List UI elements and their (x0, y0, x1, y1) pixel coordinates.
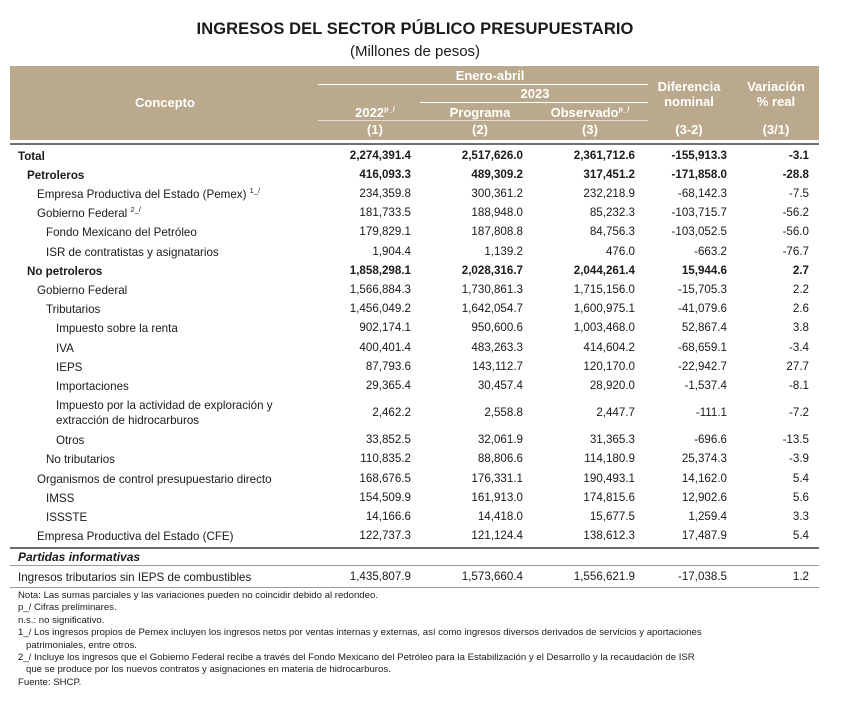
table-bottom-rule (10, 587, 819, 588)
cell-diferencia: 1,259.4 (688, 510, 727, 523)
note-ns: n.s.: no significativo. (18, 614, 105, 626)
header-col-programa-num: (2) (472, 122, 488, 137)
cell-observado: 317,451.2 (583, 168, 635, 181)
cell-programa: 2,028,316.7 (461, 264, 523, 277)
partidas-top-rule (10, 547, 819, 549)
cell-2022: 1,858,298.1 (349, 264, 411, 277)
cell-variacion: -3.1 (789, 149, 809, 162)
cell-programa: 32,061.9 (477, 433, 523, 446)
row-label: Total (18, 150, 45, 163)
cell-programa: 187,808.8 (471, 225, 523, 238)
cell-variacion: -7.2 (789, 406, 809, 419)
table-row (10, 225, 819, 243)
cell-diferencia: -1,537.4 (684, 379, 727, 392)
cell-observado: 138,612.3 (583, 529, 635, 542)
cell-diferencia: -41,079.6 (678, 302, 727, 315)
cell-variacion: -56.2 (782, 206, 809, 219)
cell-programa: 950,600.6 (471, 321, 523, 334)
cell-variacion: -3.4 (789, 341, 809, 354)
note-gobierno: 2_/ Incluye los ingresos que el Gobierno Federal recibe a través del Fondo Mexicano del Petróleo para la Estabilización y el Desarrollo y la recaudación de ISR (18, 652, 695, 664)
header-col-2022-num: (1) (367, 122, 383, 137)
cell-2022: 902,174.1 (359, 321, 411, 334)
cell-diferencia: -155,913.3 (671, 149, 727, 162)
row-label: Impuesto por la actividad de exploración y extracción de hidrocarburos (56, 399, 273, 427)
header-period: Enero-abril (455, 68, 525, 83)
cell-diferencia: -663.2 (694, 245, 727, 258)
note-preliminary: p_/ Cifras preliminares. (18, 602, 117, 614)
header-col-rule (318, 120, 648, 121)
cell-diferencia: 14,162.0 (681, 472, 727, 485)
header-col-variacion-num: (3/1) (762, 122, 790, 137)
cell-2022: 2,462.2 (372, 406, 411, 419)
header-col-observado-num: (3) (582, 122, 598, 137)
cell-programa: 300,361.2 (471, 187, 523, 200)
footnotes (18, 590, 818, 689)
table-row (10, 433, 819, 451)
cell-programa: 2,517,626.0 (461, 149, 523, 162)
row-label: Ingresos tributarios sin IEPS de combustibles (18, 571, 252, 584)
cell-programa: 2,558.8 (484, 406, 523, 419)
cell-observado: 2,447.7 (596, 406, 635, 419)
page-title: INGRESOS DEL SECTOR PÚBLICO PRESUPUESTARIO (196, 20, 634, 38)
row-label: Gobierno Federal $^{2\_/}$ (37, 205, 141, 220)
row-label: IEPS (56, 361, 83, 374)
table-row (10, 491, 819, 509)
cell-diferencia: -15,705.3 (678, 283, 727, 296)
note-source: Fuente: SHCP. (18, 676, 82, 688)
cell-diferencia: -68,142.3 (678, 187, 727, 200)
row-label: Petroleros (27, 169, 85, 182)
cell-observado: 28,920.0 (589, 379, 635, 392)
cell-observado: 85,232.3 (589, 206, 635, 219)
row-label: Impuesto sobre la renta (56, 322, 178, 335)
cell-programa: 1,139.2 (484, 245, 523, 258)
header-bottom-rule (10, 143, 819, 145)
cell-variacion: 2.7 (792, 264, 809, 277)
cell-programa: 489,309.2 (471, 168, 523, 181)
note-gobierno-cont: que se produce por los nuevos contratos y asignaciones en materia de hidrocarburos. (26, 664, 391, 676)
cell-programa: 121,124.4 (471, 529, 523, 542)
table-row (10, 379, 819, 397)
cell-observado: 2,361,712.6 (573, 149, 635, 162)
cell-diferencia: 52,867.4 (681, 321, 727, 334)
table-row (10, 168, 819, 186)
table-row (10, 472, 819, 490)
cell-diferencia: -171,858.0 (671, 168, 727, 181)
cell-variacion: 3.3 (792, 510, 809, 523)
cell-2022: 168,676.5 (359, 472, 411, 485)
cell-observado: 1,003,468.0 (573, 321, 635, 334)
cell-diferencia: -17,038.5 (678, 570, 727, 583)
cell-programa: 1,573,660.4 (461, 570, 523, 583)
cell-diferencia: 17,487.9 (681, 529, 727, 542)
cell-variacion: -8.1 (789, 379, 809, 392)
cell-variacion: -56.0 (782, 225, 809, 238)
cell-observado: 174,815.6 (583, 491, 635, 504)
table-row (10, 245, 819, 263)
note-pemex-cont: patrimoniales, entre otros. (26, 639, 137, 651)
cell-observado: 120,170.0 (583, 360, 635, 373)
cell-2022: 29,365.4 (365, 379, 411, 392)
table-row (10, 149, 819, 167)
cell-2022: 1,456,049.2 (349, 302, 411, 315)
cell-2022: 1,435,807.9 (349, 570, 411, 583)
cell-programa: 143,112.7 (472, 360, 523, 373)
cell-observado: 114,180.9 (584, 452, 635, 465)
header-col-observado: Observado$^{p\_/}$ (550, 104, 630, 120)
row-label: Fondo Mexicano del Petróleo (46, 226, 197, 239)
table-row (10, 283, 819, 301)
table-row (10, 341, 819, 359)
cell-observado: 1,556,621.9 (573, 570, 635, 583)
partidas-mid-rule (10, 565, 819, 566)
cell-2022: 1,566,884.3 (349, 283, 411, 296)
cell-observado: 2,044,261.4 (573, 264, 635, 277)
cell-diferencia: -696.6 (694, 433, 727, 446)
cell-observado: 31,365.3 (589, 433, 635, 446)
header-col-variacion: Variación % real (747, 79, 805, 109)
cell-2022: 234,359.8 (359, 187, 411, 200)
cell-variacion: 1.2 (792, 570, 809, 583)
cell-variacion: -3.9 (789, 452, 809, 465)
cell-observado: 414,604.2 (583, 341, 635, 354)
cell-2022: 122,737.3 (359, 529, 411, 542)
cell-diferencia: -111.1 (695, 406, 727, 419)
row-label: No petroleros (27, 265, 103, 278)
row-label: IMSS (46, 492, 75, 505)
row-label: ISSSTE (46, 511, 88, 524)
row-label: IVA (56, 342, 74, 355)
cell-programa: 483,263.3 (471, 341, 523, 354)
cell-variacion: 5.4 (792, 529, 809, 542)
cell-diferencia: 12,902.6 (681, 491, 727, 504)
row-label: Organismos de control presupuestario directo (37, 473, 272, 486)
row-label: Gobierno Federal (37, 284, 128, 297)
row-label: Otros (56, 434, 85, 447)
cell-programa: 188,948.0 (471, 206, 523, 219)
table-row (10, 452, 819, 470)
table-row-partidas (10, 570, 819, 588)
cell-2022: 179,829.1 (359, 225, 411, 238)
cell-2022: 2,274,391.4 (349, 149, 411, 162)
cell-variacion: -13.5 (782, 433, 809, 446)
cell-diferencia: -103,052.5 (671, 225, 727, 238)
cell-variacion: -7.5 (789, 187, 809, 200)
cell-variacion: 3.8 (792, 321, 809, 334)
row-label: No tributarios (46, 453, 115, 466)
header-col-diferencia: Diferencia nominal (657, 79, 721, 109)
cell-programa: 1,730,861.3 (461, 283, 523, 296)
cell-observado: 476.0 (605, 245, 635, 258)
cell-programa: 14,418.0 (477, 510, 523, 523)
row-label: Tributarios (46, 303, 101, 316)
cell-observado: 84,756.3 (589, 225, 635, 238)
cell-2022: 181,733.5 (359, 206, 411, 219)
table-header (10, 66, 819, 140)
cell-variacion: 27.7 (786, 360, 809, 373)
table-row (10, 187, 819, 205)
page-subtitle: (Millones de pesos) (349, 43, 481, 60)
table-row (10, 398, 819, 432)
row-label: Importaciones (56, 380, 129, 393)
cell-2022: 1,904.4 (372, 245, 411, 258)
header-col-programa: Programa (449, 105, 511, 120)
cell-2022: 110,835.2 (360, 452, 411, 465)
header-period-rule (318, 84, 648, 85)
cell-programa: 176,331.1 (471, 472, 523, 485)
header-year-2023: 2023 (520, 86, 550, 101)
cell-observado: 1,600,975.1 (573, 302, 635, 315)
cell-diferencia: -68,659.1 (678, 341, 727, 354)
cell-2022: 87,793.6 (365, 360, 411, 373)
row-label: ISR de contratistas y asignatarios (46, 246, 219, 259)
note-pemex: 1_/ Los ingresos propios de Pemex incluyen los ingresos netos por ventas internas y externas, así como ingresos diversos derivados de servicios y aportaciones (18, 627, 702, 639)
cell-programa: 161,913.0 (471, 491, 523, 504)
table-row (10, 360, 819, 378)
cell-variacion: -76.7 (782, 245, 809, 258)
cell-observado: 15,677.5 (589, 510, 635, 523)
cell-diferencia: -103,715.7 (671, 206, 727, 219)
header-col-diferencia-num: (3-2) (675, 122, 703, 137)
cell-diferencia: 15,944.6 (681, 264, 727, 277)
table-row (10, 510, 819, 528)
note-rounding: Nota: Las sumas parciales y las variaciones pueden no coincidir debido al redondeo. (18, 590, 378, 601)
header-col-2022: $2022^{p\_/}$ (355, 104, 395, 120)
header-year-rule (420, 102, 648, 103)
cell-observado: 190,493.1 (583, 472, 635, 485)
table-row (10, 302, 819, 320)
cell-diferencia: 25,374.3 (681, 452, 727, 465)
cell-variacion: 2.2 (792, 283, 809, 296)
cell-variacion: 2.6 (792, 302, 809, 315)
cell-2022: 154,509.9 (359, 491, 411, 504)
cell-diferencia: -22,942.7 (678, 360, 727, 373)
cell-2022: 33,852.5 (365, 433, 411, 446)
cell-programa: 88,806.6 (477, 452, 523, 465)
cell-observado: 232,218.9 (583, 187, 635, 200)
cell-2022: 400,401.4 (359, 341, 411, 354)
cell-2022: 416,093.3 (359, 168, 411, 181)
table-row (10, 321, 819, 339)
partidas-heading: Partidas informativas (18, 550, 141, 564)
cell-2022: 14,166.6 (365, 510, 411, 523)
cell-observado: 1,715,156.0 (573, 283, 635, 296)
table-row (10, 206, 819, 224)
cell-variacion: -28.8 (782, 168, 809, 181)
cell-programa: 30,457.4 (477, 379, 523, 392)
row-label: Empresa Productiva del Estado (Pemex) $^{1\_/}$ (37, 186, 261, 201)
row-label: Empresa Productiva del Estado (CFE) (37, 530, 234, 543)
cell-variacion: 5.6 (792, 491, 809, 504)
header-concepto: Concepto (135, 95, 195, 110)
table-row (10, 529, 819, 547)
cell-variacion: 5.4 (792, 472, 809, 485)
table-row (10, 264, 819, 282)
cell-programa: 1,642,054.7 (461, 302, 523, 315)
